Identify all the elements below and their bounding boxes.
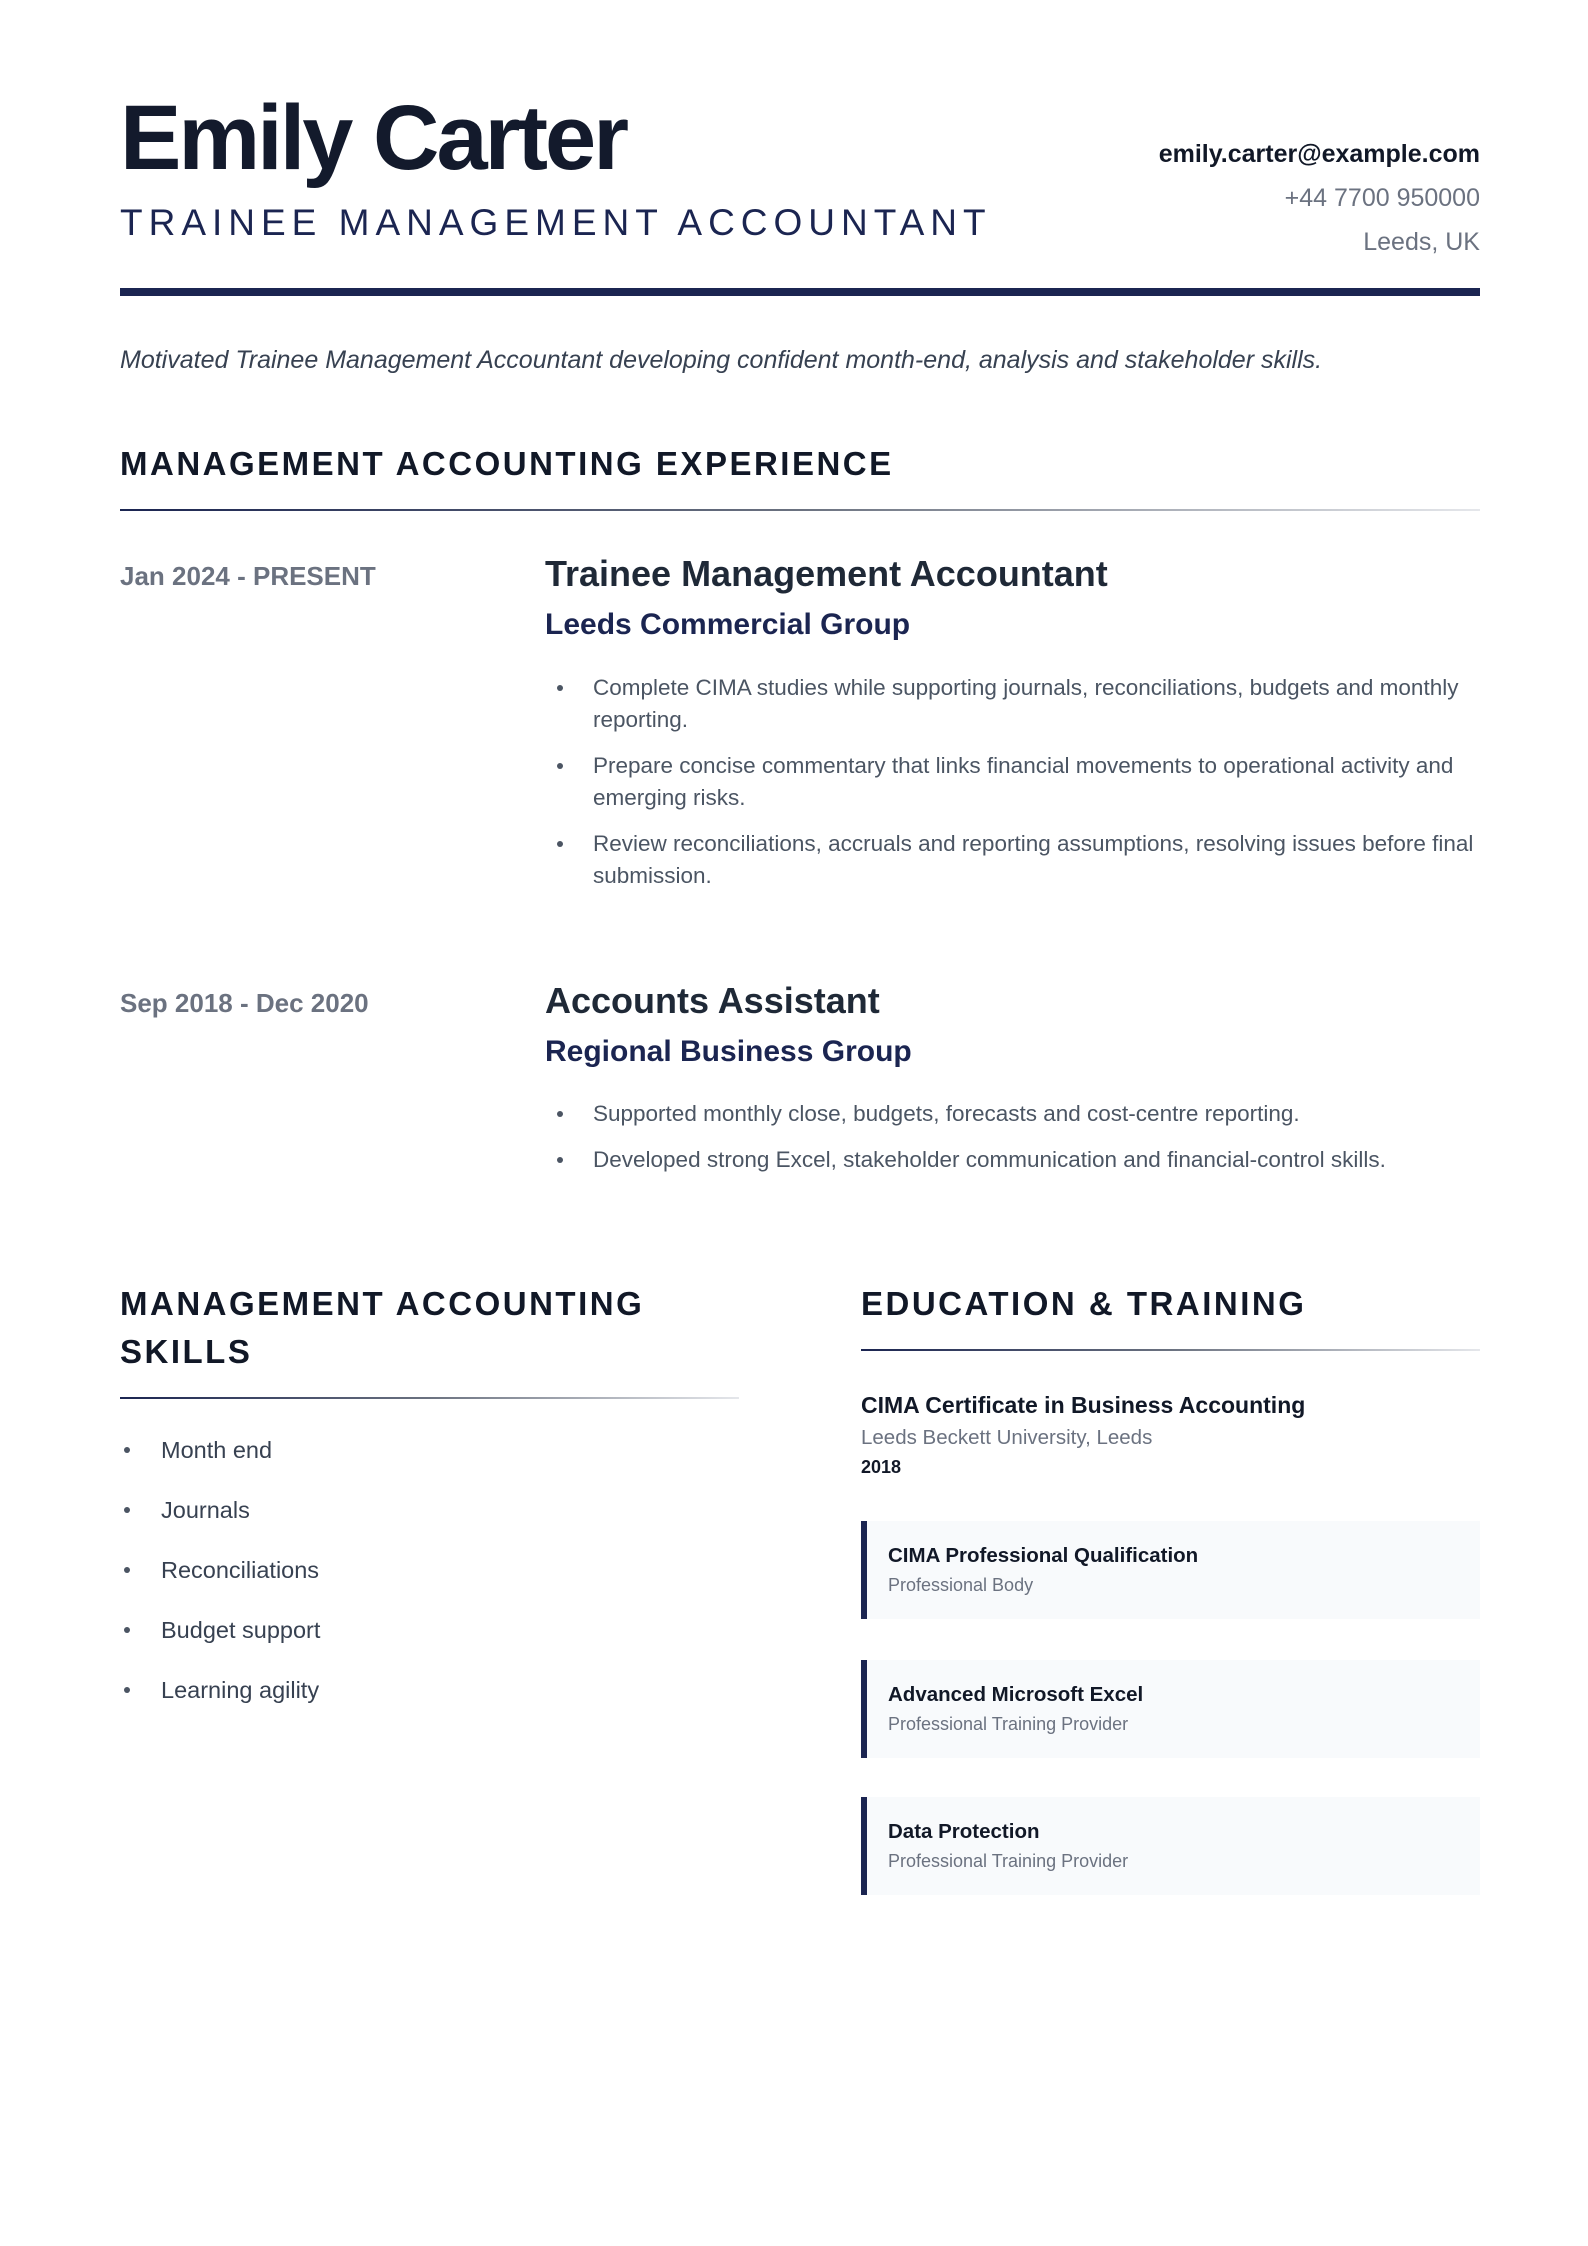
skills-divider — [120, 1397, 739, 1399]
skills-list — [120, 1432, 320, 1732]
experience-heading: MANAGEMENT ACCOUNTING EXPERIENCE — [120, 445, 894, 482]
education-divider — [861, 1349, 1480, 1351]
job-dates: Sep 2018 - Dec 2020 — [120, 988, 369, 1018]
header-divider — [120, 288, 1480, 296]
skill-item: Learning agility — [120, 1672, 320, 1708]
certification-card — [861, 1797, 1480, 1895]
job-bullets — [545, 672, 1485, 906]
job-company: Leeds Commercial Group — [545, 608, 911, 641]
phone-number: +44 7700 950000 — [1284, 184, 1480, 212]
education-entry — [861, 1388, 1305, 1480]
experience-divider — [120, 509, 1480, 511]
skills-heading-line: SKILLS — [120, 1333, 253, 1370]
skill-item: Budget support — [120, 1612, 320, 1648]
location: Leeds, UK — [1363, 228, 1480, 256]
education-heading: EDUCATION & TRAINING — [861, 1285, 1307, 1322]
job-dates: Jan 2024 - PRESENT — [120, 561, 376, 591]
certification-provider: Professional Training Provider — [888, 1714, 1129, 1734]
skill-item: Journals — [120, 1492, 320, 1528]
certification-provider: Professional Training Provider — [888, 1851, 1129, 1871]
job-title: Accounts Assistant — [545, 980, 880, 1021]
contact-block — [1159, 132, 1480, 264]
job-title: Trainee Management Accountant — [545, 553, 1108, 594]
certification-title: CIMA Professional Qualification — [888, 1544, 1199, 1567]
job-bullet: Complete CIMA studies while supporting journals, reconciliations, budgets and monthly reporting. — [545, 672, 1485, 736]
job-company: Regional Business Group — [545, 1035, 912, 1068]
certification-title: Data Protection — [888, 1820, 1040, 1843]
skills-heading-line: MANAGEMENT ACCOUNTING — [120, 1285, 645, 1322]
job-bullet: Supported monthly close, budgets, forecasts and cost-centre reporting. — [545, 1098, 1485, 1130]
email-link[interactable]: emily.carter@example.com — [1158, 140, 1480, 168]
job-bullet: Prepare concise commentary that links financial movements to operational activity and emerging risks. — [545, 750, 1485, 814]
skill-item: Reconciliations — [120, 1552, 320, 1588]
summary-text: Motivated Trainee Management Accountant developing confident month-end, analysis and stakeholder skills. — [120, 346, 1323, 374]
job-bullet: Review reconciliations, accruals and reporting assumptions, resolving issues before final submission. — [545, 828, 1485, 892]
education-school: Leeds Beckett University, Leeds — [861, 1426, 1153, 1449]
skill-item: Month end — [120, 1432, 320, 1468]
job-bullets — [545, 1098, 1485, 1190]
certification-card — [861, 1660, 1480, 1758]
skills-heading — [120, 1280, 644, 1376]
job-bullet: Developed strong Excel, stakeholder communication and financial-control skills. — [545, 1144, 1485, 1176]
certification-card — [861, 1521, 1480, 1619]
candidate-name: Emily Carter — [120, 87, 627, 189]
certification-title: Advanced Microsoft Excel — [888, 1683, 1144, 1706]
education-year: 2018 — [861, 1457, 902, 1477]
education-title: CIMA Certificate in Business Accounting — [861, 1392, 1306, 1418]
certification-provider: Professional Body — [888, 1575, 1034, 1595]
candidate-role: TRAINEE MANAGEMENT ACCOUNTANT — [120, 202, 992, 243]
